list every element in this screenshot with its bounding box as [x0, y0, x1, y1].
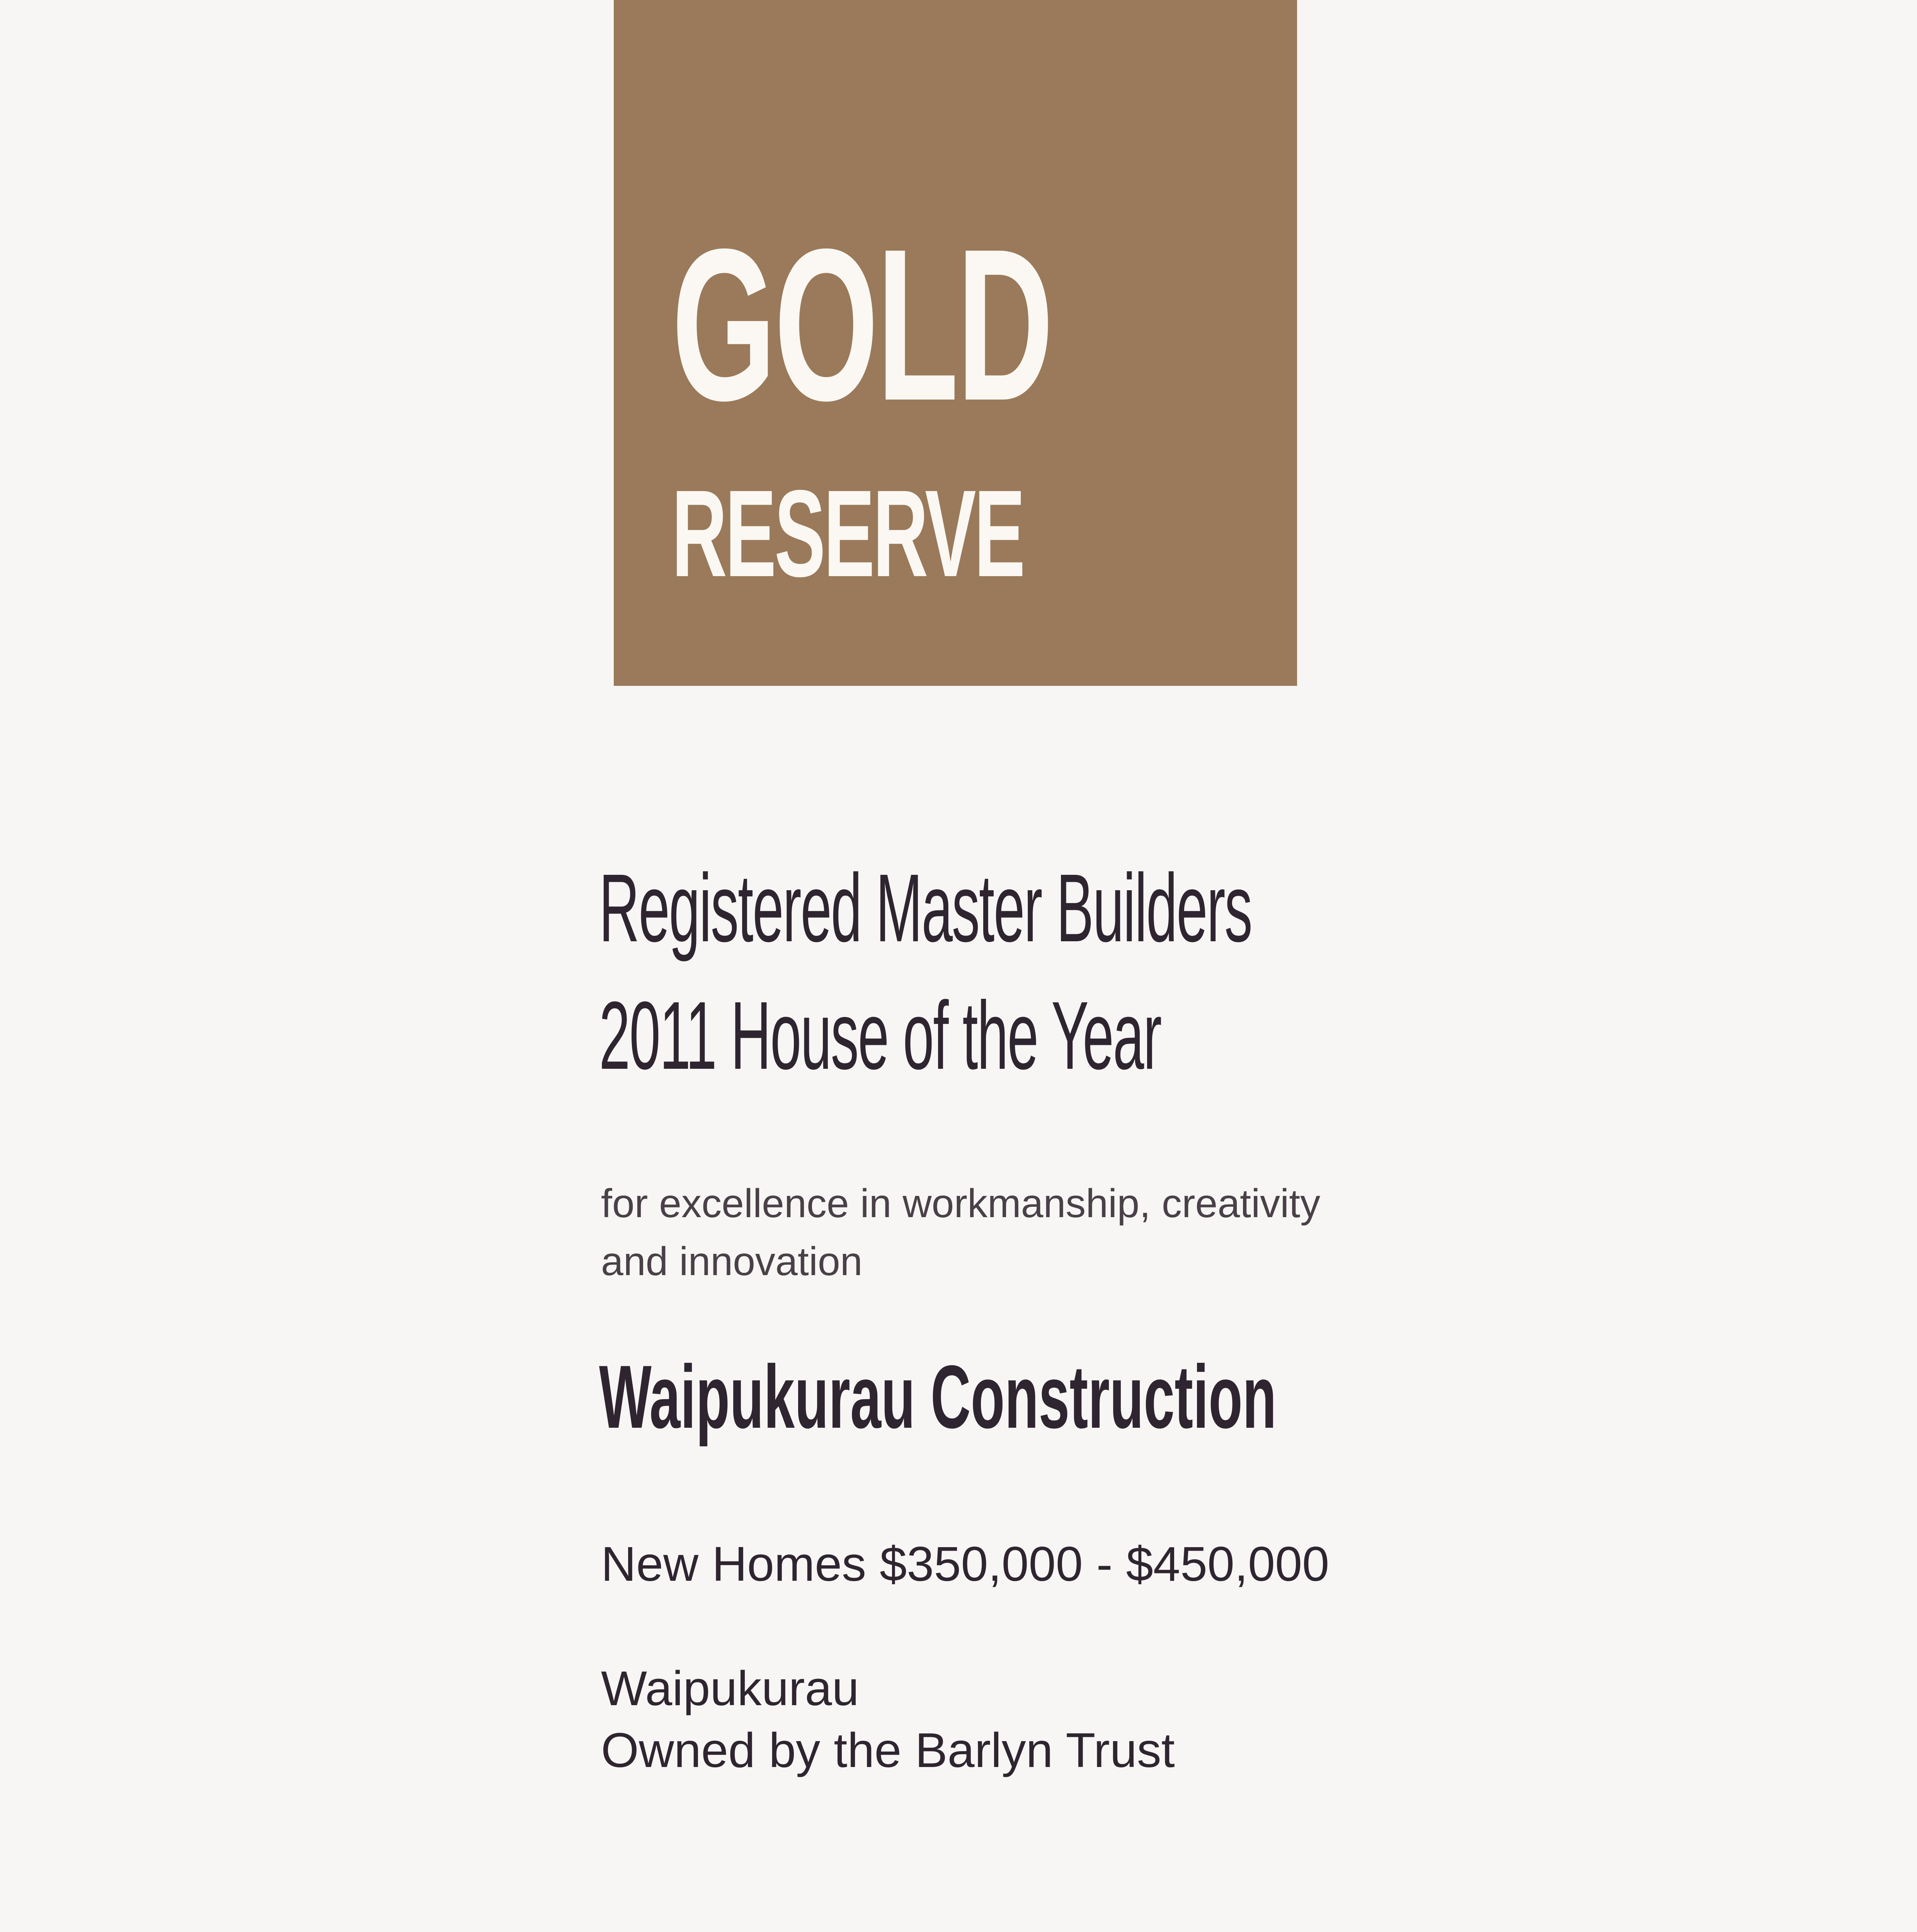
location-owner: Owned by the Barlyn Trust — [601, 1723, 1175, 1777]
award-title-line1: Registered Master Builders — [599, 854, 1252, 962]
award-category: New Homes $350,000 - $450,000 — [601, 1537, 1330, 1591]
award-subtitle-line1: for excellence in workmanship, creativity — [601, 1181, 1321, 1226]
gold-reserve-badge — [614, 0, 1297, 686]
company-name: Waipukurau Construction — [599, 1347, 1277, 1447]
badge-gold-text: GOLD — [672, 204, 1052, 446]
award-subtitle-line2: and innovation — [601, 1239, 863, 1284]
award-subtitle — [601, 1175, 1320, 1291]
location-town: Waipukurau — [601, 1661, 859, 1716]
award-title-line2: 2011 House of the Year — [599, 981, 1161, 1089]
award-location — [601, 1658, 1175, 1781]
award-title — [599, 844, 1251, 1099]
badge-reserve-text: RESERVE — [672, 464, 1023, 602]
